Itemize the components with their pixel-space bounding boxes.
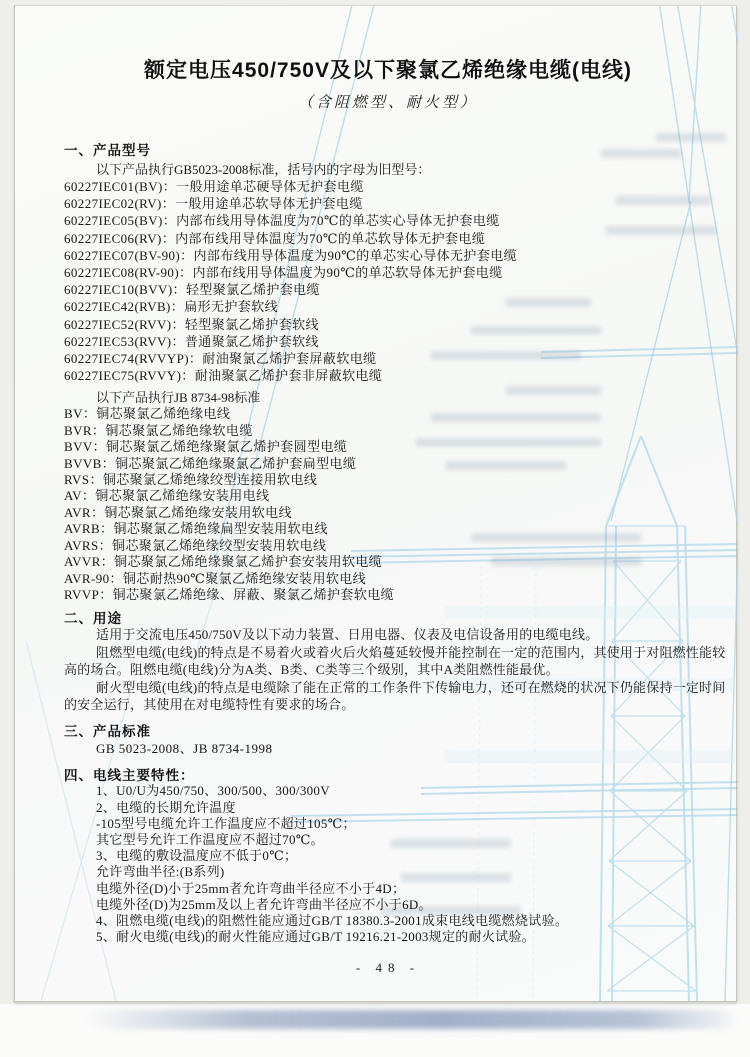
characteristic-line: 3、电缆的敷设温度应不低于0℃； xyxy=(96,848,298,864)
characteristics-list xyxy=(64,783,712,945)
product-code-line: 60227IEC53(RVV)：普通聚氯乙烯护套软线 xyxy=(64,333,319,349)
usage-line: 适用于交流电压450/750V及以下动力装置、日用电器、仪表及电信设备用的电缆电线。 xyxy=(96,627,599,643)
characteristic-line: 其它型号允许工作温度应不超过70℃。 xyxy=(96,831,324,847)
characteristic-line: 2、电缆的长期允许温度 xyxy=(96,799,236,815)
product-code-line: 60227IEC07(BV-90)：内部布线用导体温度为90℃的单芯实心导体无护套电缆 xyxy=(64,247,518,263)
characteristic-line: 1、U0/U为450/750、300/500、300/300V xyxy=(96,783,330,799)
product-code-line: 60227IEC75(RVVY)：耐油聚氯乙烯护套非屏蔽软电缆 xyxy=(64,368,383,384)
product-code-line: BVVB：铜芯聚氯乙烯绝缘聚氯乙烯护套扁型电缆 xyxy=(64,455,357,471)
jb-product-code-list xyxy=(64,406,712,603)
section-usage-heading: 二、用途 xyxy=(64,611,122,627)
gb-standard-intro: 以下产品执行GB5023-2008标准，括号内的字母为旧型号： xyxy=(96,162,431,177)
page-subtitle: （含阻燃型、耐火型） xyxy=(297,95,478,111)
product-code-line: RVVP：铜芯聚氯乙烯绝缘、屏蔽、聚氯乙烯护套软电缆 xyxy=(64,586,395,602)
product-code-line: BVV：铜芯聚氯乙烯绝缘聚氯乙烯护套圆型电缆 xyxy=(64,439,348,455)
document-page xyxy=(14,5,737,1002)
page-title: 额定电压450/750V及以下聚氯乙烯绝缘电缆(电线) xyxy=(144,59,632,82)
gb-product-code-list xyxy=(64,178,712,384)
product-code-line: 60227IEC74(RVVYP)：耐油聚氯乙烯护套屏蔽软电缆 xyxy=(64,351,377,367)
product-code-line: AVRS：铜芯聚氯乙烯绝缘绞型安装用软电线 xyxy=(64,537,327,553)
characteristic-line: 5、耐火电缆(电线)的耐火性能应通过GB/T 19216.21-2003规定的耐火试验。 xyxy=(96,929,536,945)
product-code-line: AV：铜芯聚氯乙烯绝缘安装用电线 xyxy=(64,488,270,504)
jb-standard-intro: 以下产品执行JB 8734-98标准 xyxy=(96,390,261,406)
usage-line: 的安全运行，其使用在对电缆特性有要求的场合。 xyxy=(64,696,355,712)
usage-line: 阻燃型电缆(电线)的特点是不易着火或着火后火焰蔓延较慢并能控制在一定的范围内，其使用于对阻燃性能较 xyxy=(96,644,726,660)
product-code-line: 60227IEC05(BV)：内部布线用导体温度为70℃的单芯实心导体无护套电缆 xyxy=(64,213,500,229)
characteristic-line: 电缆外径(D)为25mm及以上者允许弯曲半径应不小于6D。 xyxy=(96,896,432,912)
section-product-models-heading: 一、产品型号 xyxy=(64,143,151,158)
product-code-line: 60227IEC01(BV)：一般用途单芯硬导体无护套电缆 xyxy=(64,179,364,194)
product-code-line: 60227IEC42(RVB)：扁形无护套软线 xyxy=(64,299,278,315)
usage-paragraphs xyxy=(64,626,726,713)
product-code-line: 60227IEC52(RVV)：轻型聚氯乙烯护套软线 xyxy=(64,316,319,332)
product-code-line: AVR：铜芯聚氯乙烯绝缘安装用软电线 xyxy=(64,504,292,520)
product-code-line: 60227IEC08(RV-90)：内部布线用导体温度为90℃的单芯软导体无护套电缆 xyxy=(64,265,503,281)
product-code-line: BVR：铜芯聚氯乙烯绝缘软电缆 xyxy=(64,422,253,438)
product-code-line: AVR-90：铜芯耐热90℃聚氯乙烯绝缘安装用软电线 xyxy=(64,570,367,586)
product-code-line: AVVR：铜芯聚氯乙烯绝缘聚氯乙烯护套安装用软电缆 xyxy=(64,554,383,570)
section-characteristics-heading: 四、电线主要特性： xyxy=(64,768,195,784)
product-code-line: 60227IEC10(BVV)：轻型聚氯乙烯护套电缆 xyxy=(64,282,320,298)
product-code-line: AVRB：铜芯聚氯乙烯绝缘扁型安装用软电线 xyxy=(64,521,328,537)
next-page-bleedthrough-band xyxy=(85,1010,733,1029)
usage-line: 耐火型电缆(电线)的特点是电缆除了能在正常的工作条件下传输电力，还可在燃烧的状况下仍能保持一定时间 xyxy=(96,679,726,695)
standards-value: GB 5023-2008、JB 8734-1998 xyxy=(96,741,273,757)
product-code-line: RVS：铜芯聚氯乙烯绝缘绞型连接用软电线 xyxy=(64,472,318,488)
product-code-line: BV：铜芯聚氯乙烯绝缘电线 xyxy=(64,406,231,422)
product-code-line: 60227IEC06(RV)：内部布线用导体温度为70℃的单芯软导体无护套电缆 xyxy=(64,230,486,246)
page-content xyxy=(64,6,726,976)
characteristic-line: 电缆外径(D)小于25mm者允许弯曲半径应不小于4D； xyxy=(96,880,406,896)
page-number: - 48 - xyxy=(355,960,421,976)
characteristic-line: 4、阻燃电缆(电线)的阻燃性能应通过GB/T 18380.3-2001成束电线电缆燃烧试验。 xyxy=(96,912,569,928)
characteristic-line: -105型号电缆允许工作温度应不超过105℃； xyxy=(96,815,356,831)
section-standards-heading: 三、产品标准 xyxy=(64,724,151,740)
characteristic-line: 允许弯曲半径:(B系列) xyxy=(96,864,225,880)
product-code-line: 60227IEC02(RV)：一般用途单芯软导体无护套电缆 xyxy=(64,196,363,212)
usage-line: 高的场合。阻燃电缆(电线)分为A类、B类、C类等三个级别，其中A类阻燃性能最优。 xyxy=(64,662,559,678)
